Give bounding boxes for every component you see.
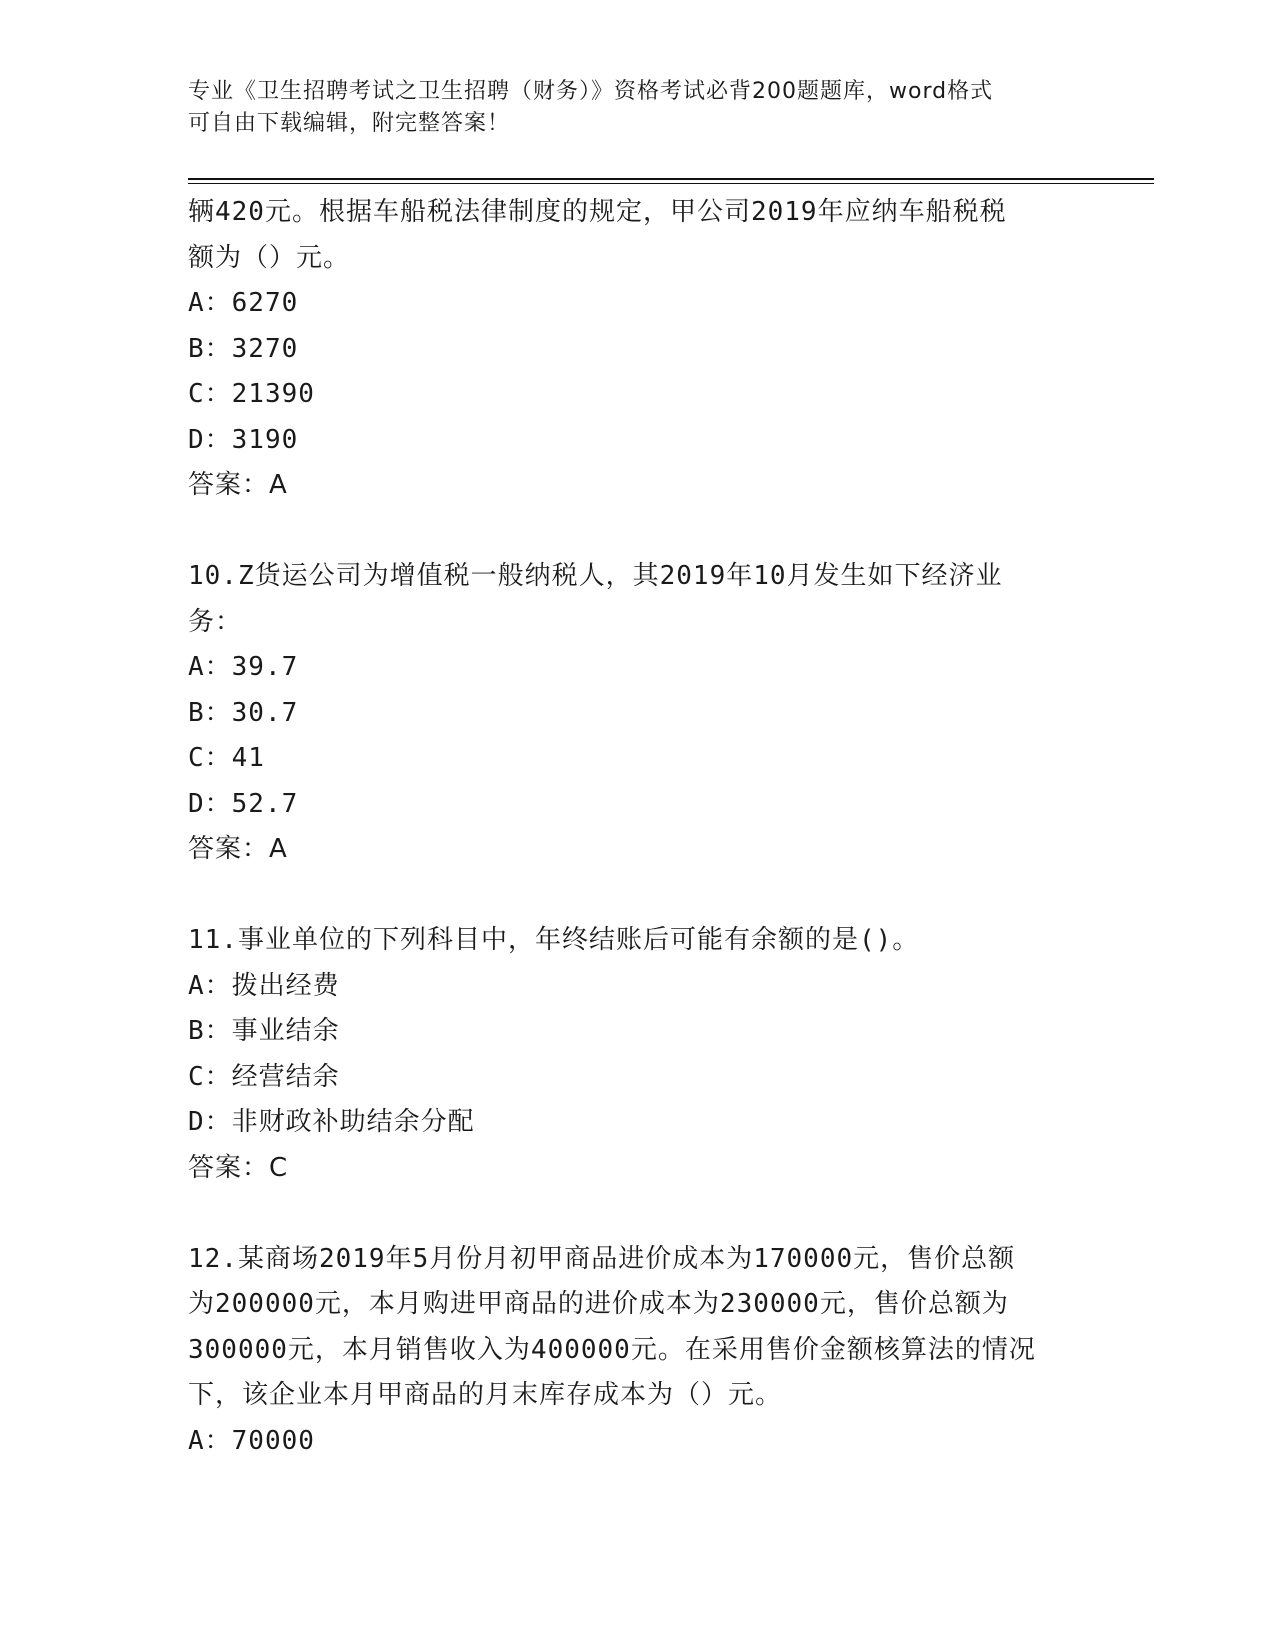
option-b: B：30.7	[188, 697, 299, 728]
spacer	[188, 1191, 1088, 1237]
question-block	[188, 1237, 1088, 1465]
option-a: A：6270	[188, 288, 299, 318]
question-stem-line: 辆420元。根据车船税法律制度的规定，甲公司2019年应纳车船税税	[188, 197, 1007, 227]
option-b: B：3270	[188, 333, 299, 364]
question-block	[188, 554, 1088, 873]
option-c: C：21390	[188, 379, 315, 409]
question-block	[188, 918, 1088, 1191]
question-stem-line: 11.事业单位的下列科目中，年终结账后可能有余额的是()。	[188, 925, 920, 955]
question-stem-line: 10.Z货运公司为增值税一般纳税人，其2019年10月发生如下经济业	[188, 561, 1003, 591]
question-block	[188, 190, 1088, 509]
question-stem-line: 12.某商场2019年5月份月初甲商品进价成本为170000元，售价总额	[188, 1243, 1016, 1274]
header-divider-thin	[188, 183, 1154, 184]
document-header	[188, 76, 1088, 140]
option-d: D：52.7	[188, 788, 299, 819]
header-line: 专业《卫生招聘考试之卫生招聘（财务）》资格考试必背200题题库，word格式	[188, 79, 994, 104]
question-stem-line: 下，该企业本月甲商品的月末库存成本为（）元。	[188, 1380, 783, 1410]
header-divider	[188, 178, 1154, 180]
question-stem-line: 额为（）元。	[188, 242, 351, 273]
spacer	[188, 509, 1088, 555]
option-c: C：经营结余	[188, 1061, 340, 1092]
question-list	[188, 190, 1088, 1464]
option-b: B：事业结余	[188, 1016, 340, 1046]
option-c: C：41	[188, 743, 265, 773]
question-stem-line: 为200000元，本月购进甲商品的进价成本为230000元，售价总额为	[188, 1289, 1009, 1319]
answer-line: 答案：A	[188, 470, 288, 500]
spacer	[188, 873, 1088, 919]
question-stem-line: 务：	[188, 606, 243, 637]
option-a: A：拨出经费	[188, 970, 340, 1001]
answer-line: 答案：A	[188, 834, 288, 864]
question-stem-line: 300000元，本月销售收入为400000元。在采用售价金额核算法的情况	[188, 1334, 1036, 1365]
answer-line: 答案：C	[188, 1152, 289, 1183]
option-d: D：3190	[188, 424, 299, 455]
option-a: A：70000	[188, 1425, 315, 1456]
option-a: A：39.7	[188, 652, 299, 682]
header-line: 可自由下载编辑，附完整答案！	[188, 111, 511, 136]
option-d: D：非财政补助结余分配	[188, 1107, 475, 1137]
